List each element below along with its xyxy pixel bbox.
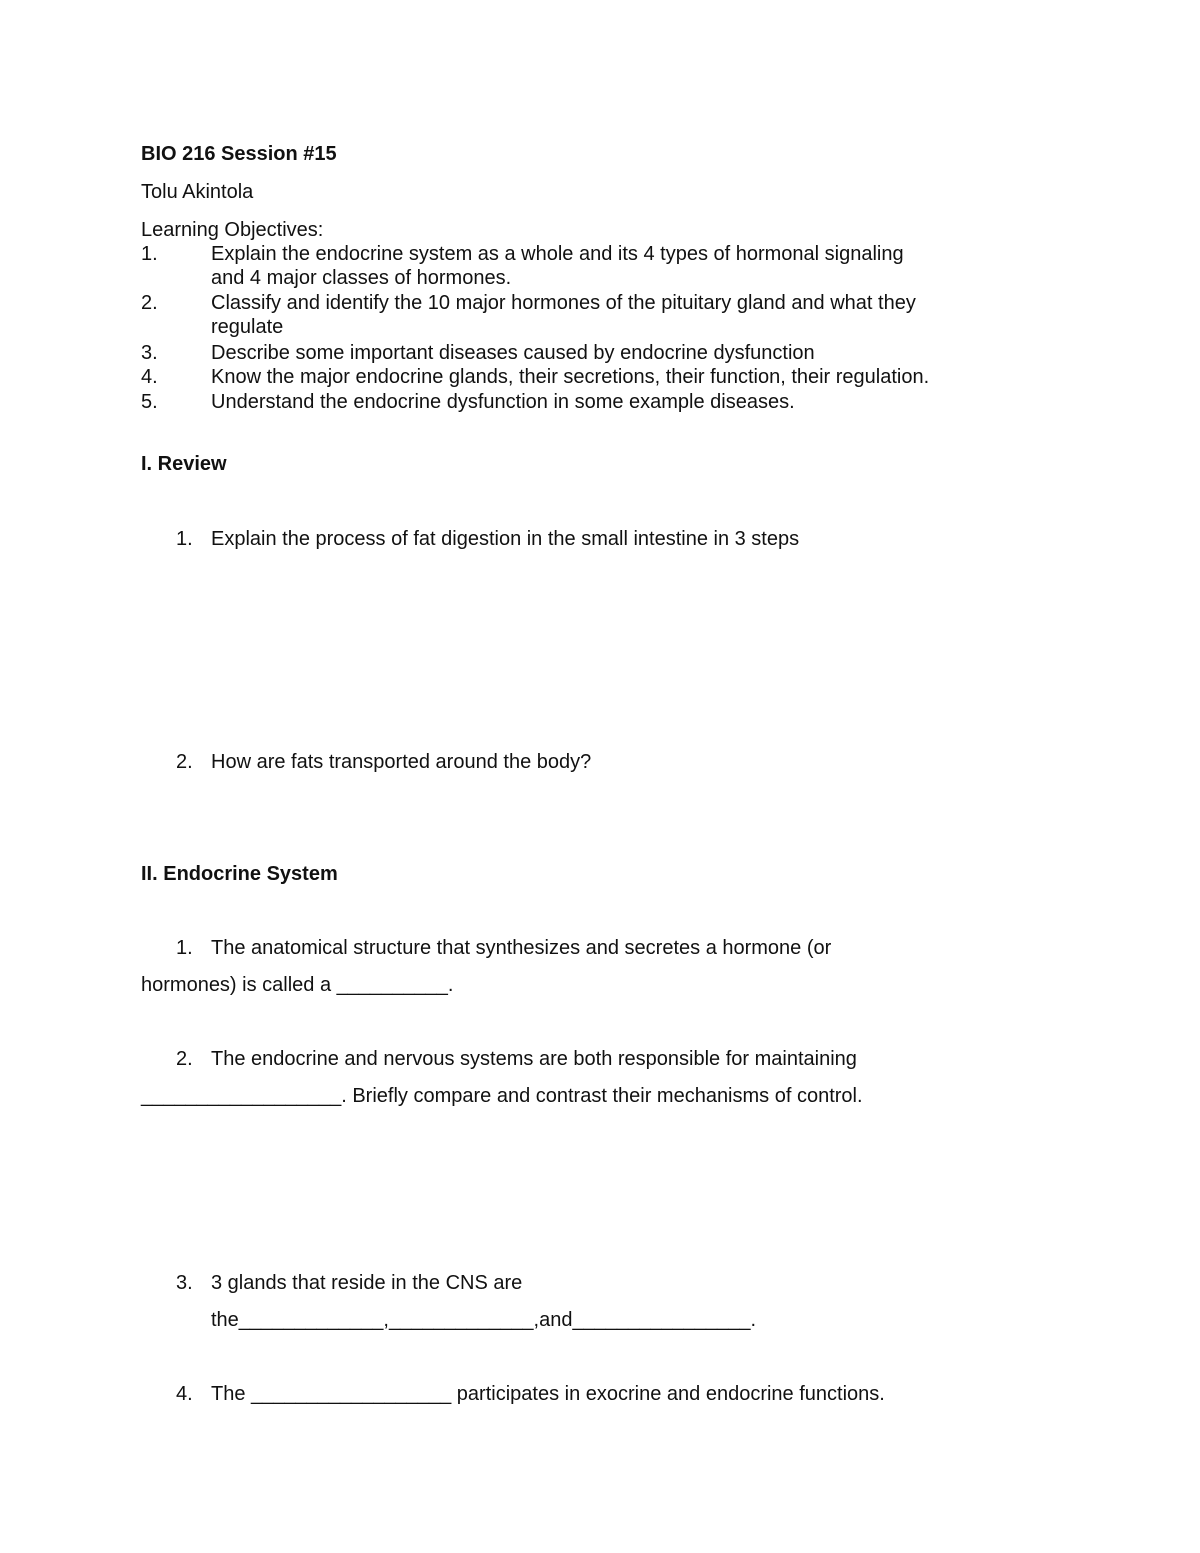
review-question-number: 1. xyxy=(176,528,193,550)
objective-number: 2. xyxy=(141,292,158,314)
endocrine-question-text: __________________. Briefly compare and contrast their mechanisms of control. xyxy=(141,1085,863,1107)
review-question-text: Explain the process of fat digestion in the small intestine in 3 steps xyxy=(211,528,800,550)
objective-text: Understand the endocrine dysfunction in some example diseases. xyxy=(211,391,795,413)
objective-number: 1. xyxy=(141,243,158,265)
objective-number: 4. xyxy=(141,366,158,388)
review-question-number: 2. xyxy=(176,751,193,773)
endocrine-question-text: The __________________ participates in exocrine and endocrine functions. xyxy=(211,1383,885,1405)
objectives-heading: Learning Objectives: xyxy=(141,219,324,241)
document-title: BIO 216 Session #15 xyxy=(141,143,337,165)
endocrine-question-text: The endocrine and nervous systems are both responsible for maintaining xyxy=(211,1048,857,1070)
objective-text: and 4 major classes of hormones. xyxy=(211,267,512,289)
endocrine-question-number: 3. xyxy=(176,1272,193,1294)
endocrine-question-text: hormones) is called a __________. xyxy=(141,974,454,996)
endocrine-question-number: 2. xyxy=(176,1048,193,1070)
review-question-text: How are fats transported around the body? xyxy=(211,751,592,773)
objective-text: Describe some important diseases caused by endocrine dysfunction xyxy=(211,342,815,364)
objective-number: 3. xyxy=(141,342,158,364)
objective-text: regulate xyxy=(211,316,284,338)
endocrine-question-number: 1. xyxy=(176,937,193,959)
endocrine-question-text: 3 glands that reside in the CNS are xyxy=(211,1272,523,1294)
review-heading: I. Review xyxy=(141,453,227,475)
author-name: Tolu Akintola xyxy=(141,181,254,203)
endocrine-question-text: the_____________,_____________,and________________. xyxy=(211,1309,757,1331)
endocrine-question-number: 4. xyxy=(176,1383,193,1405)
objective-text: Know the major endocrine glands, their secretions, their function, their regulation. xyxy=(211,366,930,388)
endocrine-heading: II. Endocrine System xyxy=(141,863,338,885)
objective-text: Classify and identify the 10 major hormones of the pituitary gland and what they xyxy=(211,292,916,314)
objective-number: 5. xyxy=(141,391,158,413)
objective-text: Explain the endocrine system as a whole and its 4 types of hormonal signaling xyxy=(211,243,904,265)
endocrine-question-text: The anatomical structure that synthesizes and secretes a hormone (or xyxy=(211,937,832,959)
